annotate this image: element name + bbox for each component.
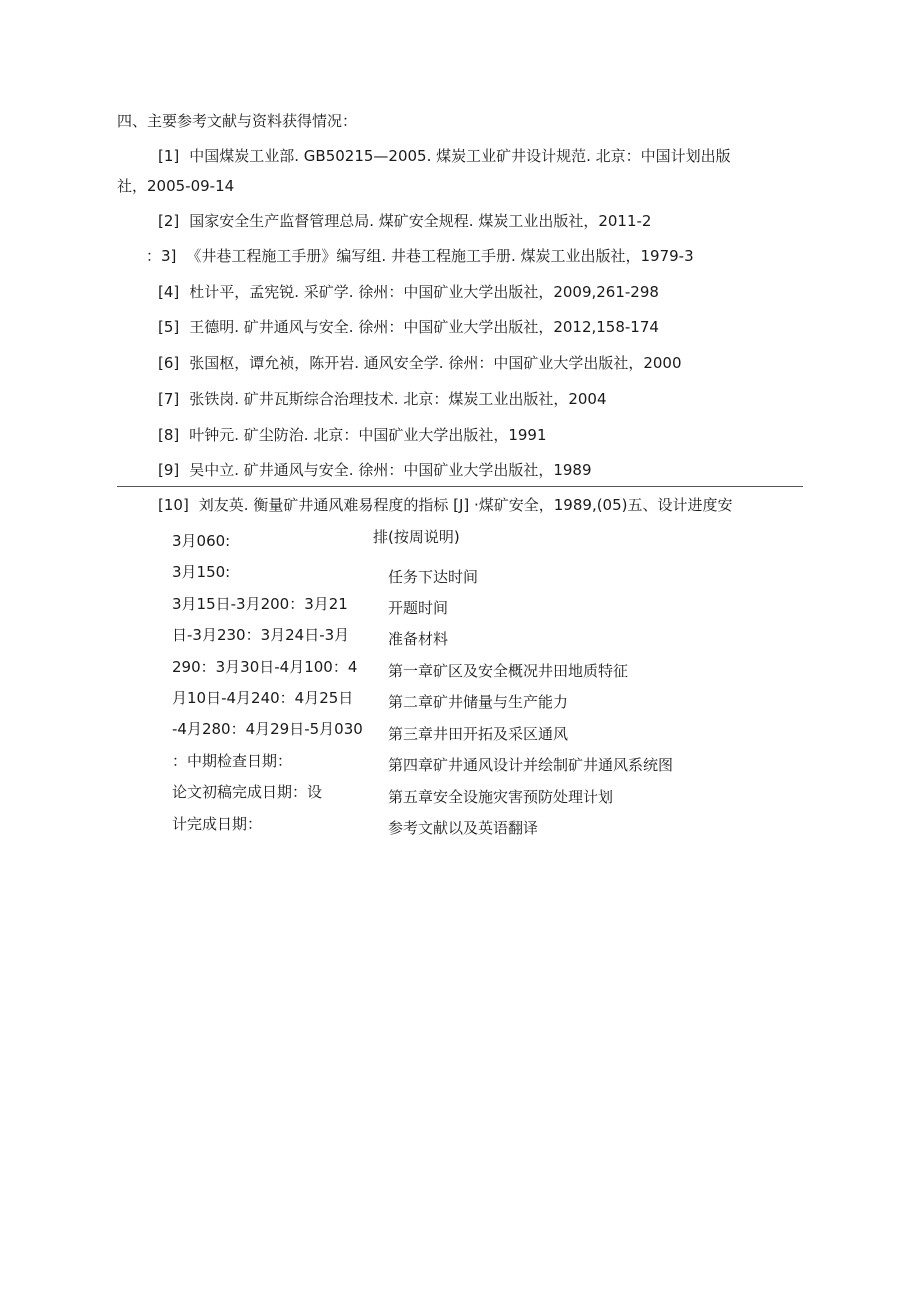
reference-item — [158, 317, 659, 337]
reference-number: [8] — [158, 426, 180, 444]
reference-text: 国家安全生产监督管理总局. 煤矿安全规程. 煤炭工业出版社，2011-2 — [189, 212, 652, 230]
reference-item — [158, 211, 651, 231]
schedule-heading-continuation: 排(按周说明) — [373, 528, 460, 546]
reference-item — [158, 495, 733, 515]
schedule-date-line: 日-3月230：3月24日-3月 — [172, 626, 350, 645]
schedule-task: 第四章矿井通风设计并绘制矿井通风系统图 — [388, 756, 674, 774]
reference-number: [6] — [158, 354, 180, 372]
reference-number: [10] — [158, 496, 189, 514]
reference-text: 中国煤炭工业部. GB50215—2005. 煤炭工业矿井设计规范. 北京：中国计划出版 — [189, 147, 731, 165]
reference-number: [5] — [158, 318, 180, 336]
reference-number: [7] — [158, 390, 180, 408]
reference-item — [158, 425, 547, 445]
reference-text: 刘友英. 衡量矿井通风难易程度的指标 [J] ·煤矿安全，1989,(05)五、设计进度安 — [198, 496, 733, 514]
reference-text: 叶钟元. 矿尘防治. 北京：中国矿业大学出版社，1991 — [189, 426, 547, 444]
schedule-task: 第一章矿区及安全概况井田地质特征 — [388, 662, 629, 680]
reference-number: [4] — [158, 283, 180, 301]
schedule-task: 任务下达时间 — [388, 568, 479, 586]
schedule-date-line: 3月150: — [172, 563, 231, 582]
schedule-date-line: ：中期检查日期： — [172, 751, 293, 770]
horizontal-rule — [117, 486, 803, 487]
reference-item — [158, 460, 592, 480]
schedule-task: 第五章安全设施灾害预防处理计划 — [388, 788, 614, 806]
schedule-task: 准备材料 — [388, 630, 449, 648]
schedule-date-line: -4月280：4月29日-5月030 — [172, 720, 363, 739]
schedule-date-line: 290：3月30日-4月100：4 — [172, 657, 358, 676]
reference-item — [146, 246, 694, 266]
schedule-date-line: 计完成日期： — [172, 814, 263, 833]
schedule-date-line: 月10日-4月240：4月25日 — [172, 688, 354, 707]
section-heading: 四、主要参考文献与资料获得情况： — [117, 112, 358, 130]
reference-number: [1] — [158, 147, 180, 165]
reference-item — [158, 146, 731, 166]
schedule-task: 第二章矿井储量与生产能力 — [388, 693, 569, 711]
reference-number: ：3] — [146, 247, 177, 265]
reference-text: 吴中立. 矿井通风与安全. 徐州：中国矿业大学出版社，1989 — [189, 461, 592, 479]
reference-text: 《井巷工程施工手册》编写组. 井巷工程施工手册. 煤炭工业出版社，1979-3 — [186, 247, 694, 265]
schedule-task: 第三章井田开拓及采区通风 — [388, 725, 569, 743]
reference-number: [2] — [158, 212, 180, 230]
reference-number: [9] — [158, 461, 180, 479]
schedule-task: 参考文献以及英语翻译 — [388, 819, 539, 837]
reference-text: 杜计平，孟宪锐. 采矿学. 徐州：中国矿业大学出版社，2009,261-298 — [189, 283, 659, 301]
schedule-dates-column — [172, 526, 368, 840]
reference-item — [158, 353, 682, 373]
reference-item-continuation: 社，2005-09-14 — [117, 177, 235, 195]
schedule-task: 开题时间 — [388, 599, 449, 617]
schedule-date-line: 3月060: — [172, 532, 231, 550]
reference-text: 张国枢，谭允祯，陈开岩. 通风安全学. 徐州：中国矿业大学出版社，2000 — [189, 354, 682, 372]
reference-text: 王德明. 矿井通风与安全. 徐州：中国矿业大学出版社，2012,158-174 — [189, 318, 659, 336]
reference-item — [158, 282, 659, 302]
schedule-date-line: 3月15日-3月200：3月21 — [172, 594, 348, 613]
reference-item — [158, 389, 607, 409]
reference-text: 张铁岗. 矿井瓦斯综合治理技术. 北京：煤炭工业出版社，2004 — [189, 390, 607, 408]
schedule-date-line: 论文初稿完成日期：设 — [172, 783, 323, 802]
